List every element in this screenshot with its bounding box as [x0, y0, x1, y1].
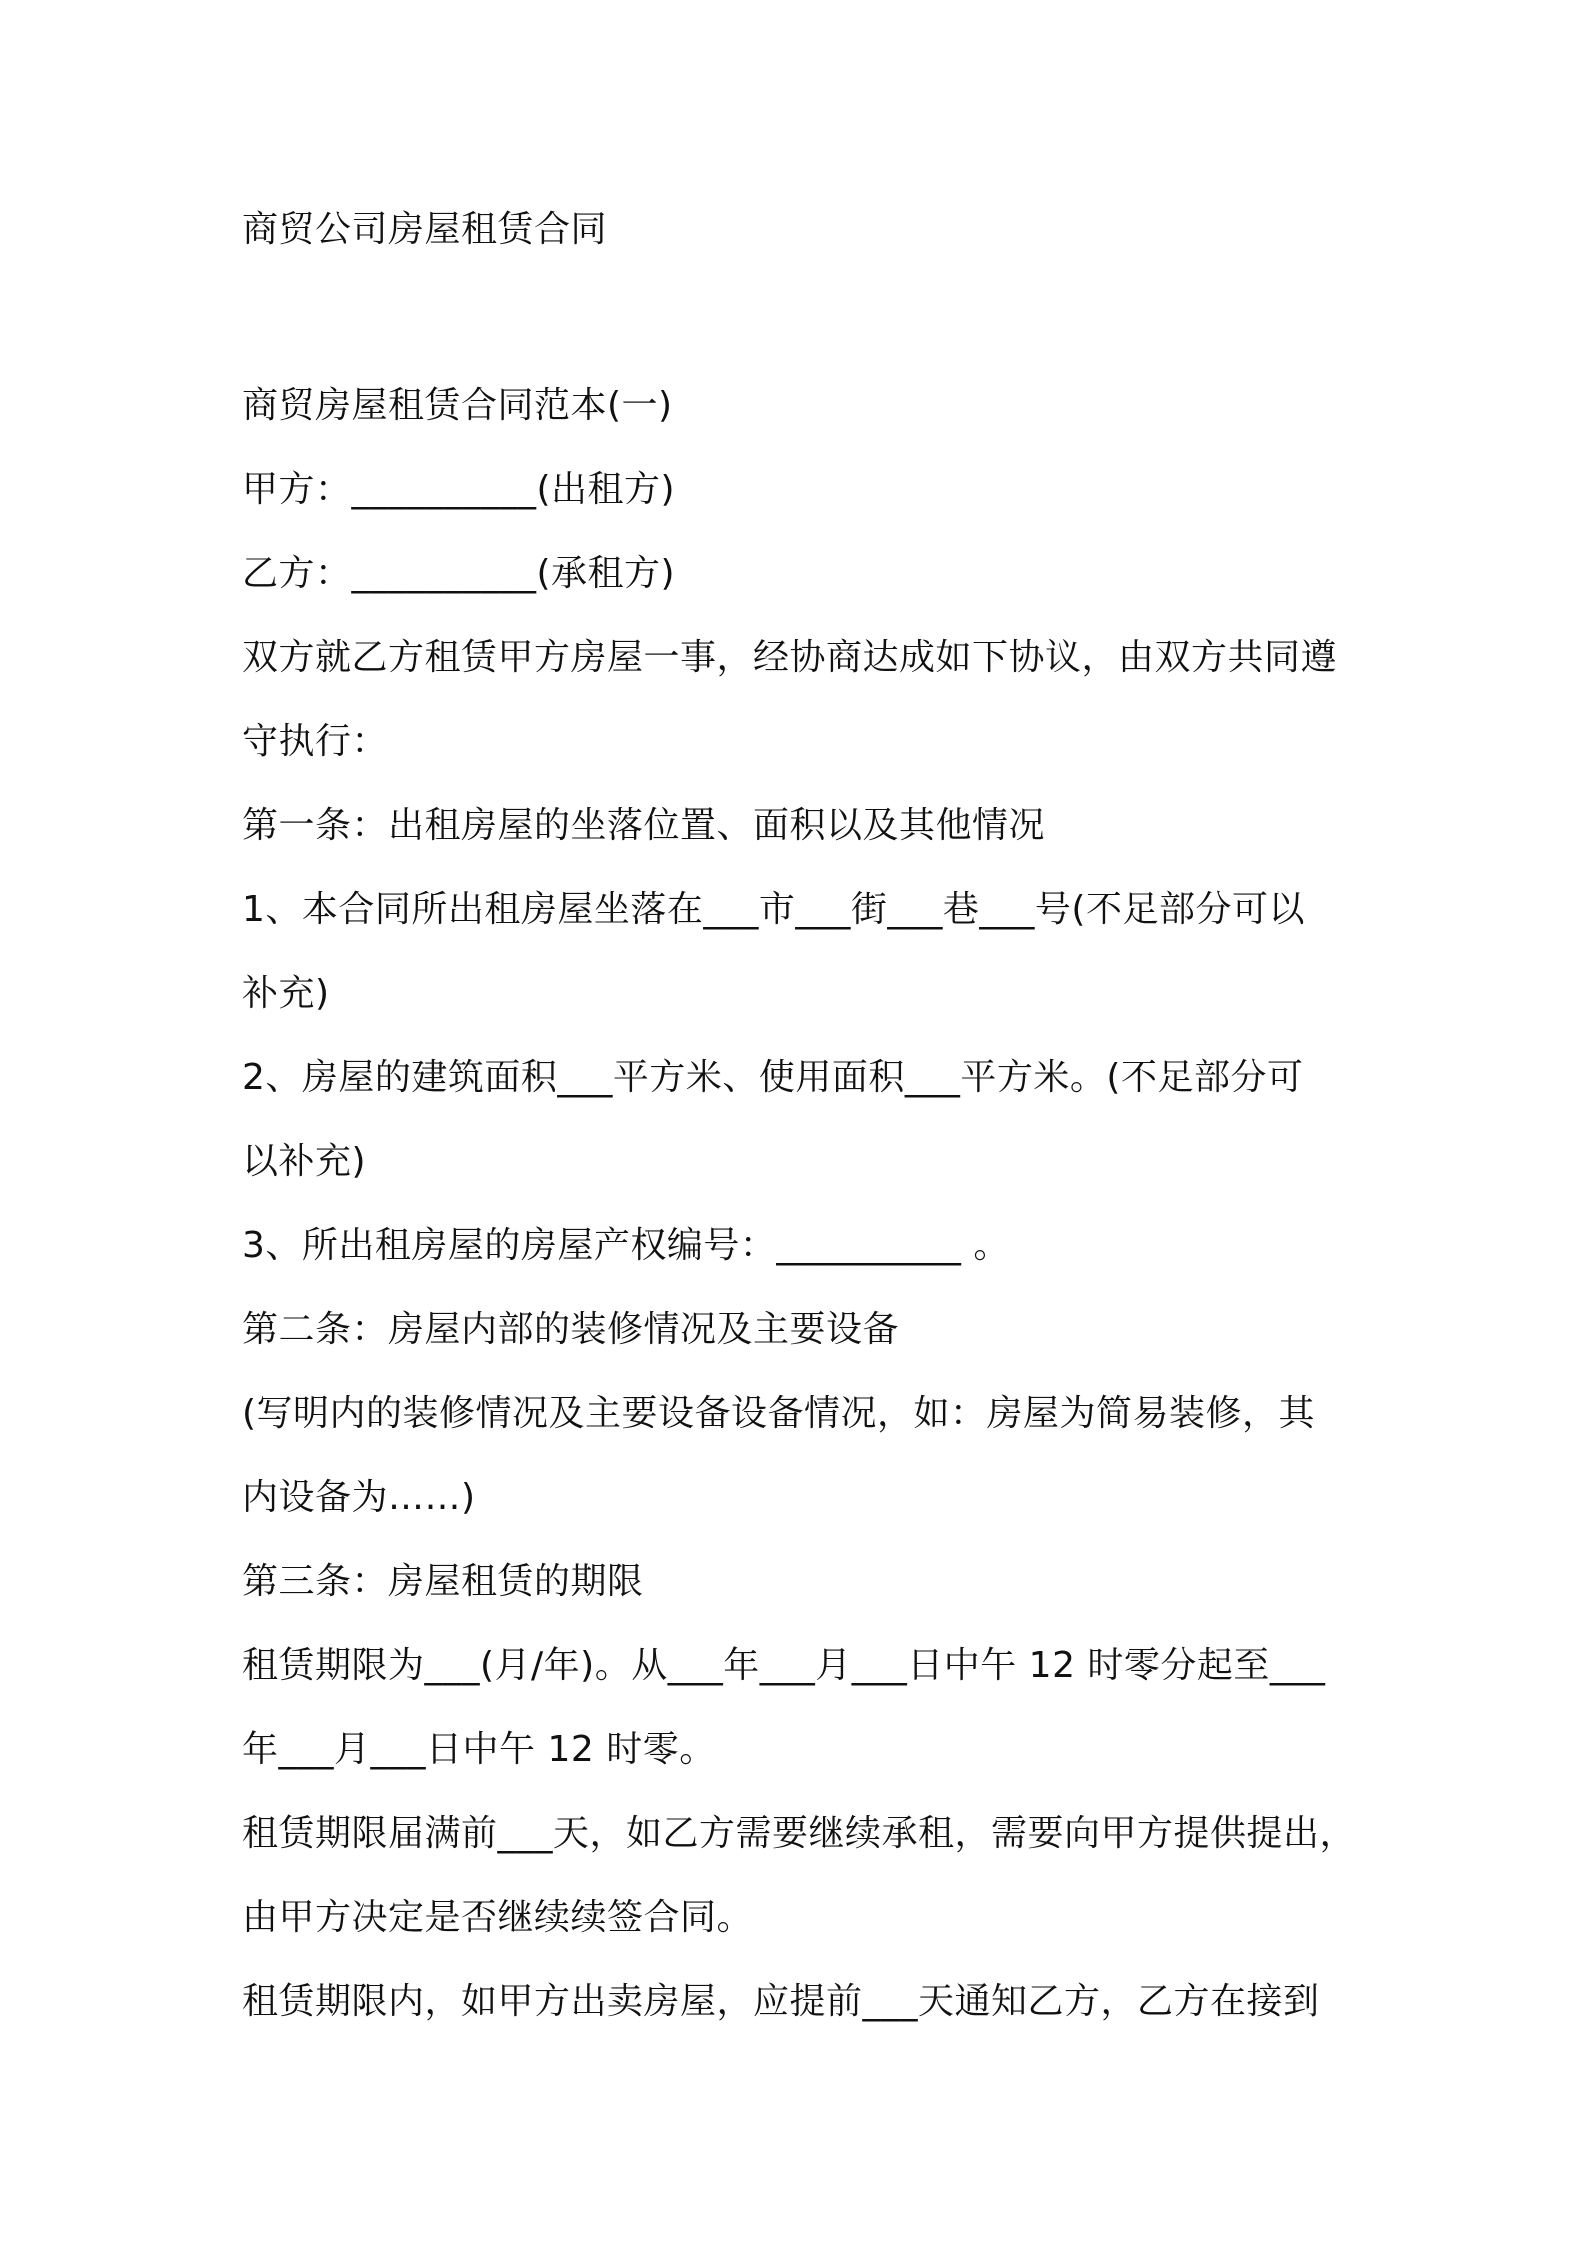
document-line: 补充) [242, 973, 330, 1014]
document-line: 第三条：房屋租赁的期限 [242, 1561, 644, 1602]
document-line: 双方就乙方租赁甲方房屋一事，经协商达成如下协议，由双方共同遵 [242, 637, 1338, 678]
document-line: 租赁期限届满前___天，如乙方需要继续承租，需要向甲方提供提出， [242, 1813, 1357, 1854]
document-line: 租赁期限内，如甲方出卖房屋，应提前___天通知乙方，乙方在接到 [242, 1981, 1320, 2022]
title-spacer [242, 260, 1362, 364]
document-line: 内设备为……) [242, 1477, 476, 1518]
document-line: 2、房屋的建筑面积___平方米、使用面积___平方米。(不足部分可 [242, 1057, 1304, 1098]
document-line: 租赁期限为___(月/年)。从___年___月___日中午 12 时零分起至___ [242, 1645, 1326, 1686]
document-line: 甲方：__________(出租方) [242, 469, 676, 510]
document-line: 由甲方决定是否继续续签合同。 [242, 1897, 754, 1938]
document-line: 第一条：出租房屋的坐落位置、面积以及其他情况 [242, 805, 1046, 846]
document-line: (写明内的装修情况及主要设备设备情况，如：房屋为简易装修，其 [242, 1393, 1316, 1434]
document-line: 商贸房屋租赁合同范本(一) [242, 385, 673, 426]
document-title: 商贸公司房屋租赁合同 [242, 209, 608, 250]
document-line: 乙方：__________(承租方) [242, 553, 676, 594]
document-line: 1、本合同所出租房屋坐落在___市___街___巷___号(不足部分可以 [242, 889, 1305, 930]
document-line: 以补充) [242, 1141, 367, 1182]
document-body [242, 200, 1362, 2044]
document-line: 第二条：房屋内部的装修情况及主要设备 [242, 1309, 900, 1350]
document-line: 年___月___日中午 12 时零。 [242, 1729, 716, 1770]
document-line: 守执行： [242, 721, 389, 762]
document-line: 3、所出租房屋的房屋产权编号：__________ 。 [242, 1225, 1010, 1266]
